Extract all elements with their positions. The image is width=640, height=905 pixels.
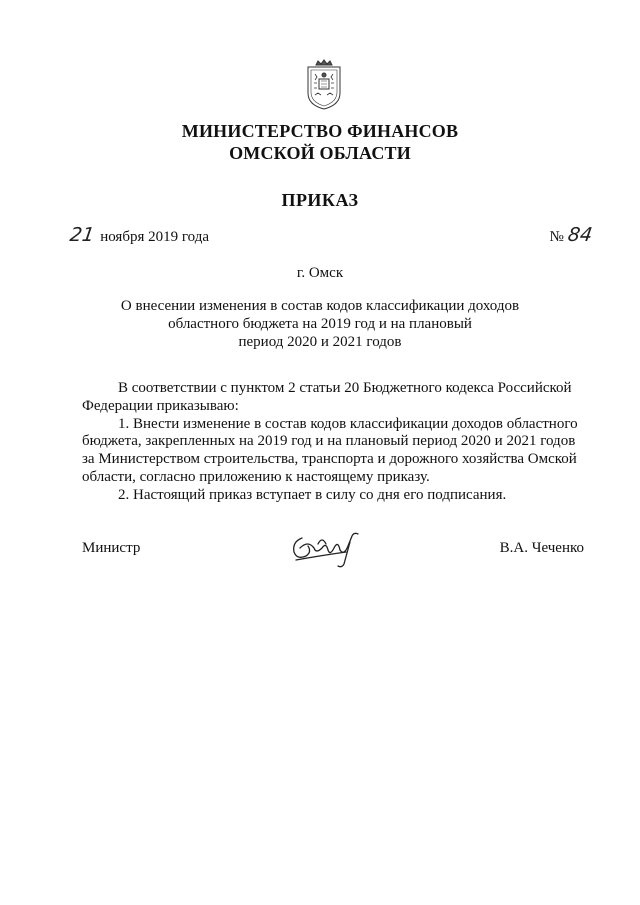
order-number	[550, 224, 593, 246]
signatory-name: В.А. Чеченко	[499, 540, 584, 556]
body-line: В соответствии с пунктом 2 статьи 20 Бюджетного кодекса Российской	[118, 380, 572, 396]
ministry-line-2: ОМСКОЙ ОБЛАСТИ	[229, 143, 411, 163]
ministry-name	[0, 120, 640, 164]
body-line: бюджета, закрепленных на 2019 год и на плановый период 2020 и 2021 годов	[82, 433, 576, 450]
date-month-year: ноября 2019 года	[100, 229, 209, 245]
subject-line: областного бюджета на 2019 год и на плановый	[168, 316, 472, 332]
subject-line: период 2020 и 2021 годов	[238, 334, 402, 350]
order-body	[82, 380, 578, 505]
body-line: за Министерством строительства, транспорта и дорожного хозяйства Омской	[82, 451, 577, 468]
signatory-title: Министр	[82, 540, 141, 556]
date-day-handwritten: 21	[68, 224, 96, 246]
signature-icon	[288, 526, 366, 570]
body-line: области, согласно приложению к настоящему приказу.	[82, 468, 430, 485]
body-line: 2. Настоящий приказ вступает в силу со дня его подписания.	[118, 486, 507, 503]
city: г. Омск	[296, 265, 344, 281]
ministry-line-1: МИНИСТЕРСТВО ФИНАНСОВ	[181, 121, 459, 141]
number-prefix: №	[549, 229, 564, 245]
order-title: ПРИКАЗ	[281, 190, 359, 210]
number-handwritten: 84	[566, 224, 594, 246]
body-line: Федерации приказываю:	[82, 397, 239, 414]
subject-line: О внесении изменения в состав кодов классификации доходов	[120, 298, 520, 314]
body-line: 1. Внести изменение в состав кодов классификации доходов областного	[118, 415, 578, 432]
coat-of-arms-icon	[302, 57, 346, 111]
order-date	[70, 224, 209, 246]
order-subject	[0, 297, 640, 351]
